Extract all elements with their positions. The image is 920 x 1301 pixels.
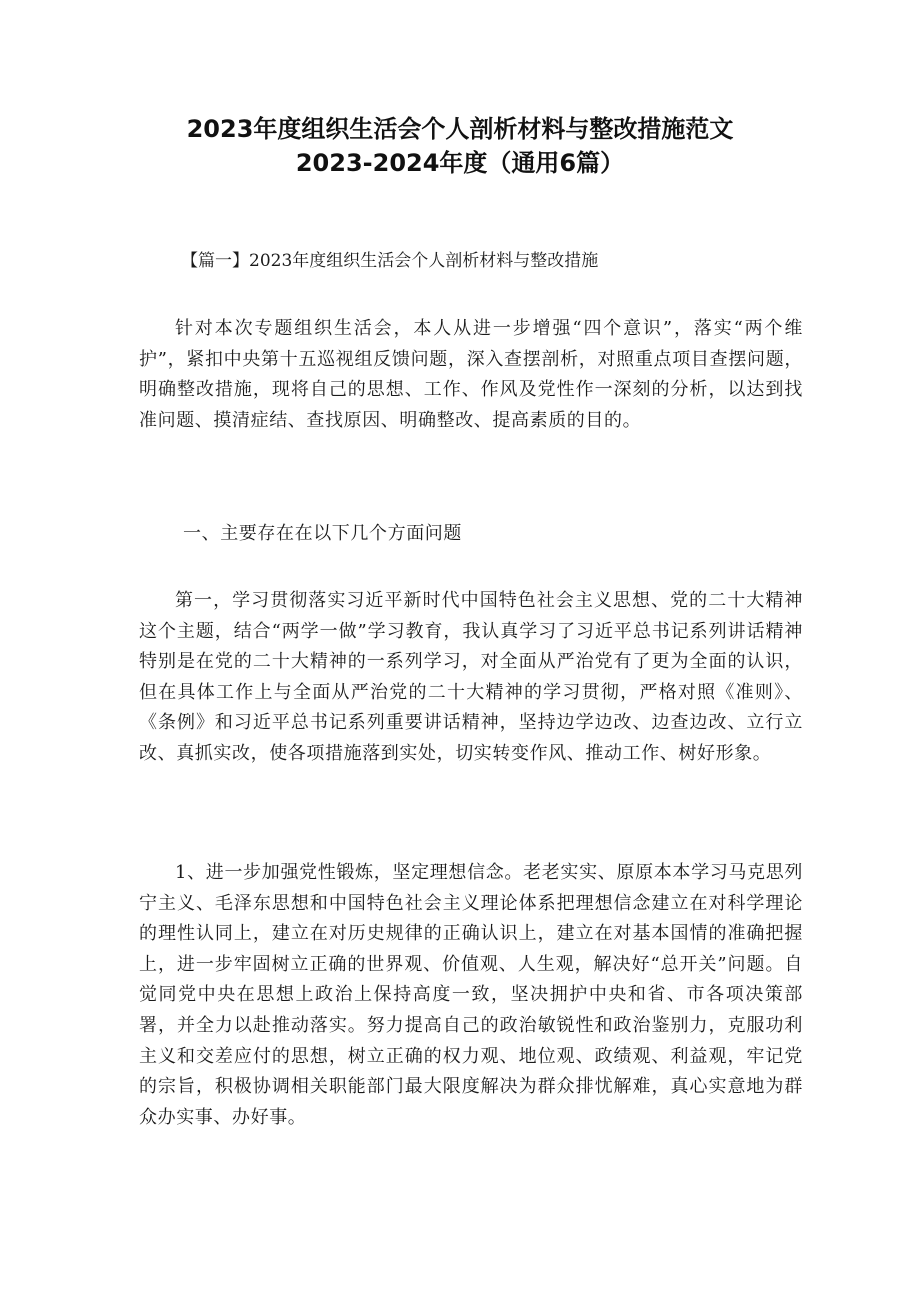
paragraph-item-1: 1、进一步加强党性锻炼，坚定理想信念。老老实实、原原本本学习马克思列宁主义、毛泽东思想和中国特色社会主义理论体系把理想信念建立在对科学理论的理性认同上，建立在对历史规律的正确认识上，建立在对基本国情的准确把握上，进一步牢固树立正确的世界观、价值观、人生观，解决好“总开关”问题。自觉同党中央在思想上政治上保持高度一致，坚决拥护中央和省、市各项决策部署，并全力以赴推动落实。努力提高自己的政治敏锐性和政治鉴别力，克服功利主义和交差应付的思想，树立正确的权力观、地位观、政绩观、利益观，牢记党的宗旨，积极协调相关职能部门最大限度解决为群众排忧解难，真心实意地为群众办实事、办好事。 — [139, 862, 803, 1128]
document-title-line-1: 2023年度组织生活会个人剖析材料与整改措施范文 — [186, 115, 734, 143]
document-title-line-2: 2023-2024年度（通用6篇） — [295, 149, 625, 177]
section-heading: 一、主要存在在以下几个方面问题 — [183, 523, 462, 544]
paragraph-intro: 针对本次专题组织生活会，本人从进一步增强“四个意识”，落实“两个维护”，紧扣中央第十五巡视组反馈问题，深入查摆剖析，对照重点项目查摆问题，明确整改措施，现将自己的思想、工作、作风及党性作一深刻的分析，以达到找准问题、摸清症结、查找原因、明确整改、提高素质的目的。 — [139, 318, 803, 431]
paragraph-first-point: 第一，学习贯彻落实习近平新时代中国特色社会主义思想、党的二十大精神这个主题，结合“两学一做”学习教育，我认真学习了习近平总书记系列讲话精神特别是在党的二十大精神的一系列学习，对全面从严治党有了更为全面的认识，但在具体工作上与全面从严治党的二十大精神的学习贯彻，严格对照《准则》、《条例》和习近平总书记系列重要讲话精神，坚持边学边改、边查边改、立行立改、真抓实改，使各项措施落到实处，切实转变作风、推动工作、树好形象。 — [139, 590, 803, 764]
section-subtitle: 【篇一】2023年度组织生活会个人剖析材料与整改措施 — [181, 251, 599, 271]
